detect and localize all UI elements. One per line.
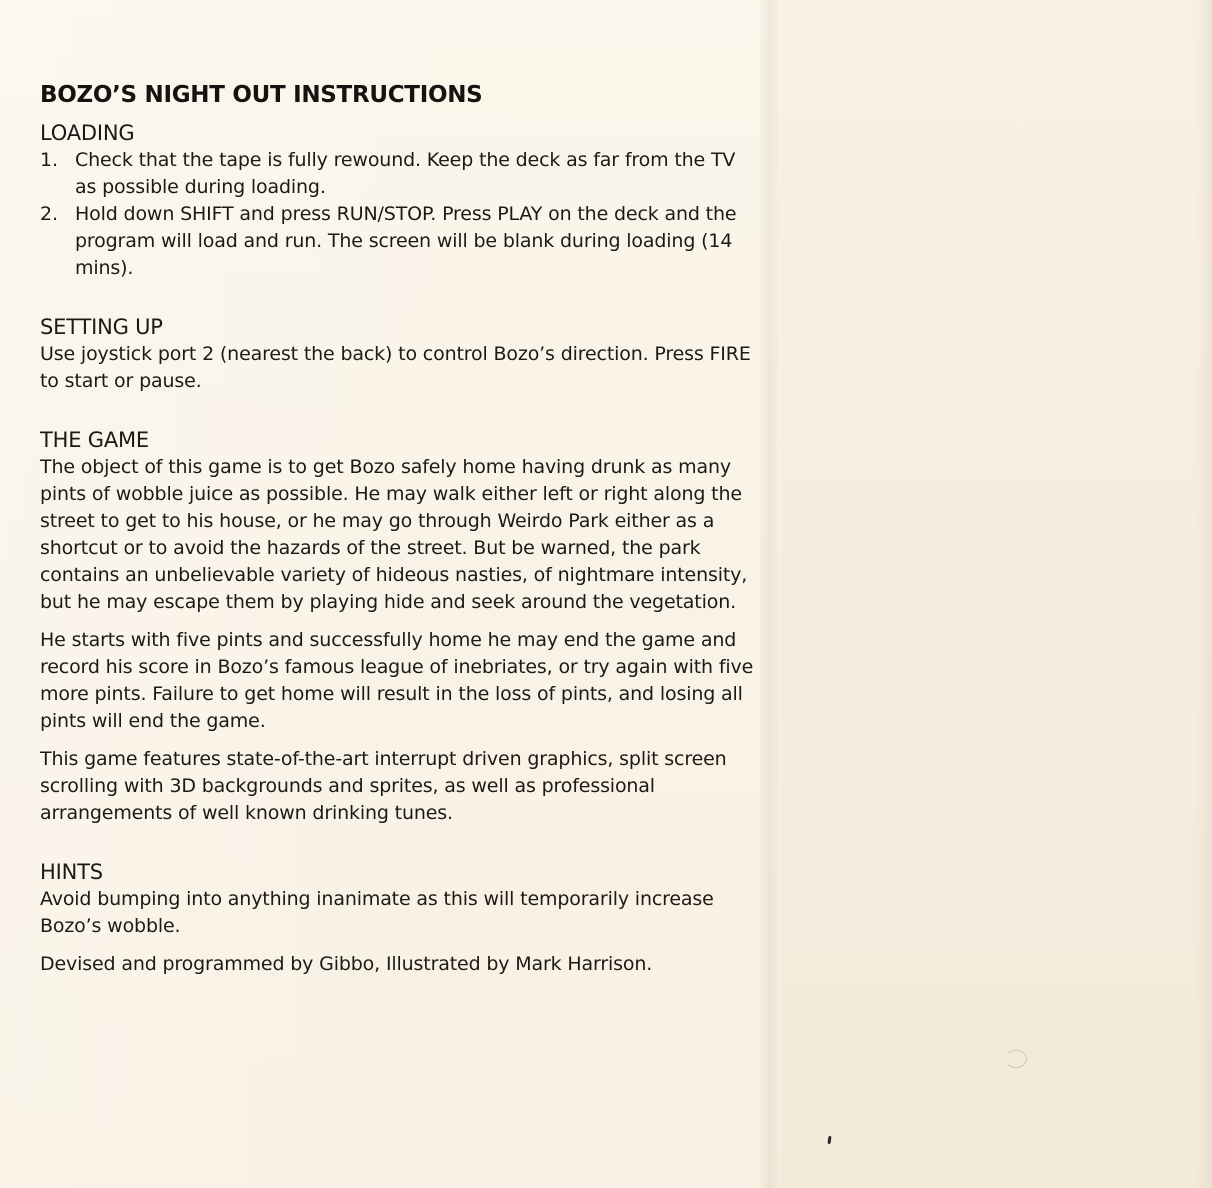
loading-step-2 — [40, 201, 760, 282]
loading-section — [40, 120, 760, 282]
setting-up-text: Use joystick port 2 (nearest the back) to control Bozo’s direction. Press FIRE to start or pause. — [40, 343, 751, 392]
game-paragraph-1: The object of this game is to get Bozo safely home having drunk as many pints of wobble juice as possible. He may walk either left or right along the street to get to his house, or he may go through Weirdo Park either as a shortcut or to avoid the hazards of the street. But be warned, the park contains an unbelievable variety of hideous nasties, of nightmare intensity, but he may escape them by playing hide and seek around the vegetation. — [40, 456, 748, 613]
credits-text: Devised and programmed by Gibbo, Illustrated by Mark Harrison. — [40, 953, 653, 975]
blank-right-panel — [782, 0, 1212, 1188]
hints-text: Avoid bumping into anything inanimate as this will temporarily increase Bozo’s wobble. — [40, 888, 714, 937]
instructions-text — [40, 80, 760, 978]
loading-step-number: 2. — [40, 203, 58, 225]
loading-step-number: 1. — [40, 149, 58, 171]
game-heading: THE GAME — [40, 428, 149, 452]
game-paragraph-3: This game features state-of-the-art interrupt driven graphics, split screen scrolling with 3D backgrounds and sprites, as well as professional arrangements of well known drinking tunes. — [40, 748, 727, 824]
loading-heading: LOADING — [40, 121, 135, 145]
document-title: BOZO’S NIGHT OUT INSTRUCTIONS — [40, 82, 483, 108]
loading-steps — [40, 147, 760, 282]
loading-step-text: Check that the tape is fully rewound. Keep the deck as far from the TV as possible during loading. — [75, 149, 736, 198]
paper-edge — [1196, 0, 1212, 1188]
setting-up-heading: SETTING UP — [40, 315, 163, 339]
setting-up-section — [40, 314, 760, 395]
paper-mark — [1005, 1050, 1027, 1068]
page-fold-shadow — [760, 0, 782, 1188]
loading-step-text: Hold down SHIFT and press RUN/STOP. Press PLAY on the deck and the program will load and run. The screen will be blank during loading (14 mins). — [75, 203, 737, 279]
game-paragraph-2: He starts with five pints and successfully home he may end the game and record his score in Bozo’s famous league of inebriates, or try again with five more pints. Failure to get home will result in the loss of pints, and losing all pints will end the game. — [40, 629, 754, 732]
hints-heading: HINTS — [40, 860, 103, 884]
game-section — [40, 427, 760, 827]
loading-step-1 — [40, 147, 760, 201]
hints-section — [40, 859, 760, 978]
